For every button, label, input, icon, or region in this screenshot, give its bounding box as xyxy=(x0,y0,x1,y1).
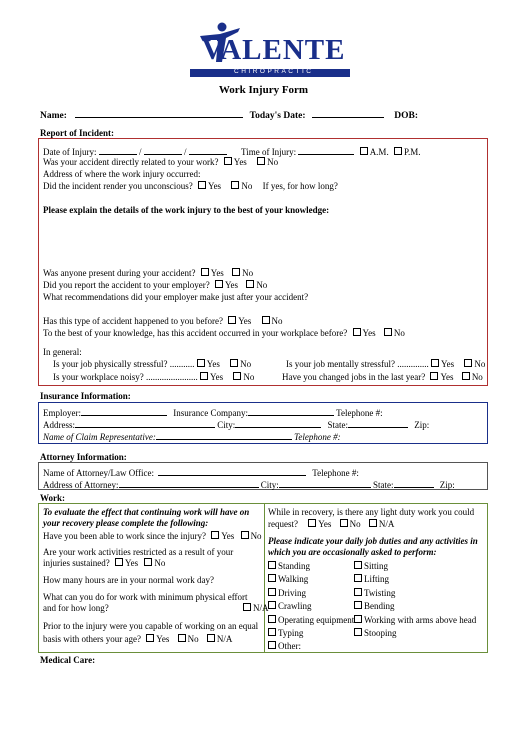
activity-checkbox[interactable] xyxy=(354,588,362,596)
insurance-row-3: Name of Claim Representative: Telephone #: xyxy=(43,432,341,442)
activity-checkbox[interactable] xyxy=(354,615,362,623)
injury-day-field[interactable] xyxy=(144,145,182,155)
mental-yes-checkbox[interactable] xyxy=(431,359,439,367)
hours-label: How many hours are in your normal work day? xyxy=(43,575,214,585)
insurance-row-2: Address: City: State: Zip: xyxy=(43,420,430,430)
address-occurred-label: Address of where the work injury occurred: xyxy=(43,169,201,179)
prior-line-1: Prior to the injury were you capable of working on an equal xyxy=(43,621,259,631)
restricted-no-checkbox[interactable] xyxy=(144,558,152,566)
activity-item xyxy=(268,561,310,571)
others-no-checkbox[interactable] xyxy=(384,328,392,336)
insurance-row-1: Employer: Insurance Company: Telephone #: xyxy=(43,408,383,418)
insurance-city-field[interactable] xyxy=(235,418,321,428)
activity-label: Sitting xyxy=(364,561,389,571)
activity-checkbox[interactable] xyxy=(268,641,276,649)
light-na-checkbox[interactable] xyxy=(369,519,377,527)
law-office-field[interactable] xyxy=(158,466,306,476)
activity-label: Standing xyxy=(278,561,311,571)
changed-yes-checkbox[interactable] xyxy=(430,372,438,380)
duties-line-1: Please indicate your daily job duties and any activities in xyxy=(268,536,478,546)
able-row: Have you been able to work since the injury? Yes No xyxy=(43,531,262,541)
reported-no-checkbox[interactable] xyxy=(246,280,254,288)
mental-row: Is your job mentally stressful? .............. Yes No xyxy=(286,359,486,369)
related-row: Was your accident directly related to your work? Yes No xyxy=(43,157,279,167)
logo-subtitle: CHIROPRACTIC xyxy=(234,68,314,75)
attorney-city-field[interactable] xyxy=(279,478,371,488)
date-of-injury-row: Date of Injury: / / Time of Injury: A.M. P.M. xyxy=(43,147,421,157)
claim-rep-field[interactable] xyxy=(156,430,292,440)
able-no-checkbox[interactable] xyxy=(241,531,249,539)
light-yes-checkbox[interactable] xyxy=(308,519,316,527)
activity-item xyxy=(354,615,476,625)
present-no-checkbox[interactable] xyxy=(232,268,240,276)
insurance-address-field[interactable] xyxy=(75,418,215,428)
logo-wordmark: VALENTE xyxy=(202,34,346,66)
insurance-company-field[interactable] xyxy=(248,406,334,416)
before-row: Has this type of accident happened to you before? Yes No xyxy=(43,316,283,326)
activity-item xyxy=(354,601,395,611)
activity-checkbox[interactable] xyxy=(268,574,276,582)
noisy-row: Is your workplace noisy? ....................... Yes No xyxy=(53,372,255,382)
reported-row: Did you report the accident to your employer? Yes No xyxy=(43,280,268,290)
physical-yes-checkbox[interactable] xyxy=(197,359,205,367)
name-label: Name: xyxy=(40,111,67,121)
activity-checkbox[interactable] xyxy=(268,628,276,636)
activity-checkbox[interactable] xyxy=(268,615,276,623)
activity-item xyxy=(268,574,308,584)
restricted-row: injuries sustained? Yes No xyxy=(43,558,166,568)
in-general-label: In general: xyxy=(43,347,82,357)
prior-no-checkbox[interactable] xyxy=(178,634,186,642)
activity-item xyxy=(354,561,388,571)
activity-label: Working with arms above head xyxy=(364,614,477,625)
activity-label: Walking xyxy=(278,574,309,585)
others-yes-checkbox[interactable] xyxy=(353,328,361,336)
restricted-line-1: Are your work activities restricted as a result of your xyxy=(43,547,234,557)
before-yes-checkbox[interactable] xyxy=(228,316,236,324)
before-no-checkbox[interactable] xyxy=(262,316,270,324)
insurance-heading: Insurance Information: xyxy=(40,391,131,401)
mental-no-checkbox[interactable] xyxy=(464,359,472,367)
activity-label: Other: xyxy=(278,641,301,652)
duties-line-2: which you are occasionally asked to perform: xyxy=(268,547,437,557)
work-divider xyxy=(264,503,265,652)
activity-label: Twisting xyxy=(364,587,396,598)
work-intro-1: To evaluate the effect that continuing work will have on xyxy=(43,507,250,517)
medical-heading: Medical Care: xyxy=(40,655,96,665)
restricted-yes-checkbox[interactable] xyxy=(115,558,123,566)
activity-checkbox[interactable] xyxy=(268,601,276,609)
present-yes-checkbox[interactable] xyxy=(201,268,209,276)
activity-item xyxy=(268,615,354,625)
what-na-checkbox[interactable] xyxy=(243,603,251,611)
attorney-state-field[interactable] xyxy=(394,478,434,488)
activity-label: Operating equipment xyxy=(278,614,355,625)
dob-label: DOB: xyxy=(394,111,419,121)
todays-date-field[interactable] xyxy=(312,108,384,118)
todays-date-label: Today's Date: xyxy=(249,111,306,121)
activity-item xyxy=(268,628,303,638)
unconscious-no-checkbox[interactable] xyxy=(231,181,239,189)
activity-checkbox[interactable] xyxy=(354,601,362,609)
valente-logo xyxy=(150,22,390,84)
activity-checkbox[interactable] xyxy=(354,574,362,582)
related-no-checkbox[interactable] xyxy=(257,157,265,165)
activity-checkbox[interactable] xyxy=(268,588,276,596)
pm-checkbox[interactable] xyxy=(394,147,402,155)
physical-no-checkbox[interactable] xyxy=(230,359,238,367)
activity-checkbox[interactable] xyxy=(354,561,362,569)
recommend-label: What recommendations did your employer make just after your accident? xyxy=(43,292,309,302)
name-field[interactable] xyxy=(75,108,243,118)
prior-row: basis with others your age? Yes No N/A xyxy=(43,634,233,644)
reported-yes-checkbox[interactable] xyxy=(215,280,223,288)
present-row: Was anyone present during your accident? Yes No xyxy=(43,268,254,278)
attorney-heading: Attorney Information: xyxy=(40,452,127,462)
changed-row: Have you changed jobs in the last year? Yes No xyxy=(282,372,483,382)
unconscious-yes-checkbox[interactable] xyxy=(198,181,206,189)
report-heading: Report of Incident: xyxy=(40,128,114,138)
light-line-1: While in recovery, is there any light duty work you could xyxy=(268,507,475,517)
prior-yes-checkbox[interactable] xyxy=(146,634,154,642)
work-heading: Work: xyxy=(40,493,66,503)
attorney-row-1: Name of Attorney/Law Office: Telephone #: xyxy=(43,468,359,478)
work-intro-2: your recovery please complete the following: xyxy=(43,518,209,528)
related-yes-checkbox[interactable] xyxy=(224,157,232,165)
attorney-address-field[interactable] xyxy=(119,478,259,488)
activity-checkbox[interactable] xyxy=(268,561,276,569)
noisy-no-checkbox[interactable] xyxy=(233,372,241,380)
am-checkbox[interactable] xyxy=(360,147,368,155)
activity-item xyxy=(354,588,395,598)
form-title: Work Injury Form xyxy=(218,84,309,96)
activity-item xyxy=(354,628,397,638)
top-fields xyxy=(40,108,418,121)
activity-checkbox[interactable] xyxy=(354,628,362,636)
light-no-checkbox[interactable] xyxy=(340,519,348,527)
insurance-state-field[interactable] xyxy=(348,418,408,428)
others-row: To the best of your knowledge, has this accident occurred in your workplace before? Yes No xyxy=(43,328,405,338)
what-line-1: What can you do for work with minimum physical effort xyxy=(43,592,248,602)
injury-year-field[interactable] xyxy=(189,145,227,155)
explain-textarea[interactable] xyxy=(43,218,481,264)
activity-label: Typing xyxy=(278,628,304,638)
activity-item xyxy=(268,601,312,611)
injury-month-field[interactable] xyxy=(99,145,137,155)
changed-no-checkbox[interactable] xyxy=(462,372,470,380)
activity-label: Crawling xyxy=(278,601,312,612)
able-yes-checkbox[interactable] xyxy=(211,531,219,539)
injury-time-field[interactable] xyxy=(298,145,354,155)
activity-item xyxy=(268,641,301,651)
prior-na-checkbox[interactable] xyxy=(207,634,215,642)
unconscious-row: Did the incident render you unconscious? Yes No If yes, for how long? xyxy=(43,181,338,191)
explain-label: Please explain the details of the work injury to the best of your knowledge: xyxy=(43,205,330,215)
activity-item xyxy=(268,588,306,598)
attorney-row-2: Address of Attorney: City: State: Zip: xyxy=(43,480,455,490)
activity-item xyxy=(354,574,389,584)
what-row: and for how long? N/A xyxy=(43,603,269,613)
employer-field[interactable] xyxy=(81,406,167,416)
physical-row: Is your job physically stressful? ........... Yes No xyxy=(53,359,252,369)
noisy-yes-checkbox[interactable] xyxy=(200,372,208,380)
activity-label: Lifting xyxy=(364,574,389,585)
light-row: request? Yes No N/A xyxy=(268,519,395,529)
activity-label: Stooping xyxy=(364,628,397,638)
activity-label: Bending xyxy=(364,601,395,612)
activity-label: Driving xyxy=(278,587,306,598)
